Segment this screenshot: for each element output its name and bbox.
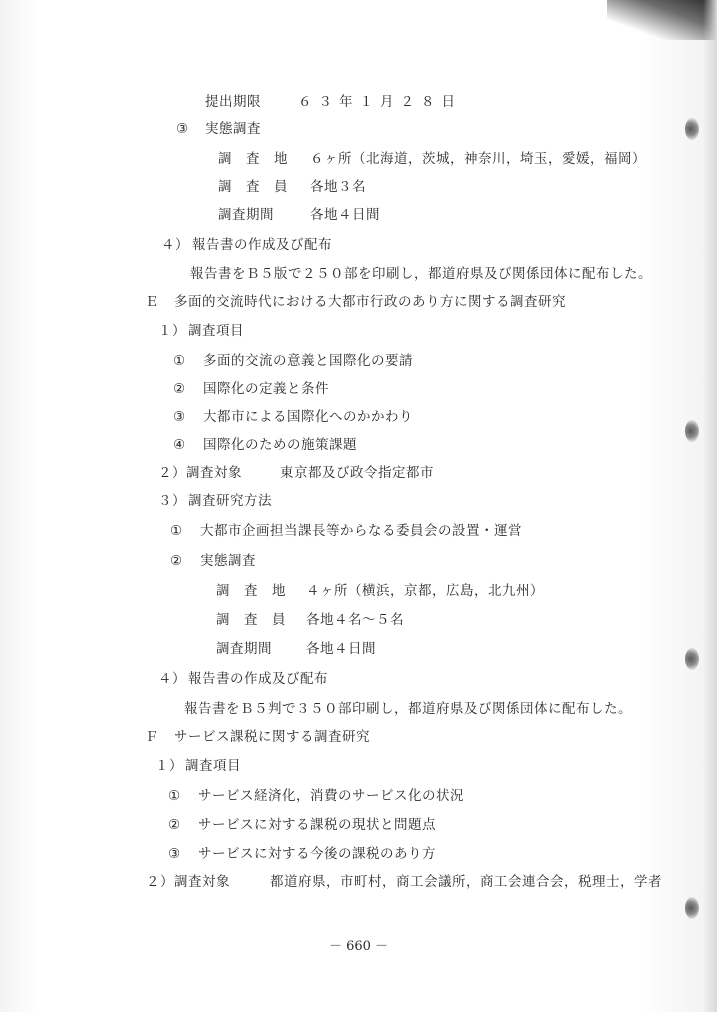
survey-location-value: ６ヶ所（北海道，茨城，神奈川，埼玉，愛媛，福岡） bbox=[310, 151, 646, 167]
binding-hole bbox=[685, 897, 699, 919]
item-text: 多面的交流の意義と国際化の要請 bbox=[203, 353, 413, 369]
item-text: サービスに対する課税の現状と問題点 bbox=[198, 817, 436, 833]
submission-deadline-label: 提出期限 bbox=[205, 94, 261, 110]
surveyor-label: 調 査 員 bbox=[218, 179, 288, 195]
item-text: 報告書の作成及び配布 bbox=[192, 237, 332, 253]
item-text: 大都市企画担当課長等からなる委員会の設置・運営 bbox=[200, 523, 522, 539]
item-marker: ４） bbox=[158, 671, 186, 687]
target-label: ２）調査対象 bbox=[146, 874, 230, 890]
target-label: ２）調査対象 bbox=[158, 465, 242, 481]
paragraph-text: 報告書をＢ５版で２５０部を印刷し，都道府県及び関係団体に配布した。 bbox=[190, 266, 652, 282]
survey-location-value: ４ヶ所（横浜，京都，広島，北九州） bbox=[306, 583, 544, 599]
item-text: 実態調査 bbox=[200, 553, 256, 569]
item-text: サービス経済化，消費のサービス化の状況 bbox=[198, 788, 464, 804]
page-number: － 660 － bbox=[328, 939, 389, 954]
item-marker: １） bbox=[158, 323, 186, 339]
binding-hole bbox=[685, 118, 699, 140]
item-text: 調査項目 bbox=[188, 323, 244, 339]
survey-period-value: 各地４日間 bbox=[306, 641, 376, 657]
item-marker: ③ bbox=[168, 846, 181, 862]
item-text: 国際化のための施策課題 bbox=[203, 437, 357, 453]
item-marker: ① bbox=[173, 353, 186, 369]
item-text: 調査研究方法 bbox=[188, 493, 272, 509]
item-marker: ② bbox=[168, 817, 181, 833]
item-marker: ③ bbox=[176, 121, 189, 137]
item-marker: ① bbox=[170, 523, 183, 539]
item-marker: ３） bbox=[158, 493, 186, 509]
survey-period-label: 調査期間 bbox=[216, 641, 272, 657]
surveyor-value: 各地３名 bbox=[310, 179, 366, 195]
item-marker: ４） bbox=[161, 237, 189, 253]
item-marker: ③ bbox=[173, 409, 186, 425]
surveyor-value: 各地４名～５名 bbox=[306, 612, 404, 628]
target-value: 東京都及び政令指定都市 bbox=[280, 465, 434, 481]
survey-period-value: 各地４日間 bbox=[310, 207, 380, 223]
section-heading: 多面的交流時代における大都市行政のあり方に関する調査研究 bbox=[174, 294, 566, 310]
item-marker: ④ bbox=[173, 437, 186, 453]
item-marker: ① bbox=[168, 788, 181, 804]
surveyor-label: 調 査 員 bbox=[216, 612, 286, 628]
item-marker: ② bbox=[170, 553, 183, 569]
item-text: 調査項目 bbox=[185, 758, 241, 774]
item-text: 報告書の作成及び配布 bbox=[188, 671, 328, 687]
binding-hole bbox=[685, 648, 699, 670]
item-text: サービスに対する今後の課税のあり方 bbox=[198, 846, 436, 862]
item-text: 実態調査 bbox=[205, 121, 261, 137]
section-marker: Ｆ bbox=[145, 729, 159, 745]
survey-period-label: 調査期間 bbox=[218, 207, 274, 223]
section-heading: サービス課税に関する調査研究 bbox=[174, 729, 370, 745]
item-marker: ② bbox=[173, 381, 186, 397]
section-marker: Ｅ bbox=[145, 294, 159, 310]
survey-location-label: 調 査 地 bbox=[218, 151, 288, 167]
scan-shadow-edge bbox=[703, 0, 717, 1012]
item-text: 大都市による国際化へのかかわり bbox=[203, 409, 413, 425]
survey-location-label: 調 査 地 bbox=[216, 583, 286, 599]
item-text: 国際化の定義と条件 bbox=[203, 381, 329, 397]
submission-deadline-value: ６３年１月２８日 bbox=[298, 94, 462, 110]
scan-shadow-corner bbox=[607, 0, 717, 40]
paragraph-text: 報告書をＢ５判で３５０部印刷し，都道府県及び関係団体に配布した。 bbox=[184, 701, 632, 717]
item-marker: １） bbox=[155, 758, 183, 774]
target-value: 都道府県，市町村，商工会議所，商工会連合会，税理士，学者 bbox=[270, 874, 662, 890]
binding-hole bbox=[685, 420, 699, 442]
